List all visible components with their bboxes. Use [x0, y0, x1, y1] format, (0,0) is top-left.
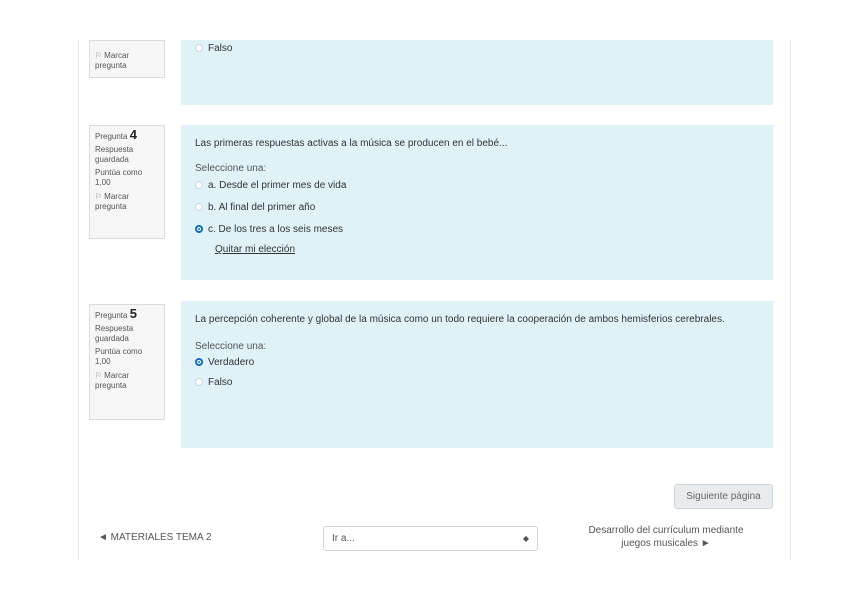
question-content-5: [181, 301, 773, 448]
flag-icon: ⚐: [95, 51, 103, 60]
next-page-button[interactable]: Siguiente página: [674, 484, 773, 509]
answer-prompt: Seleccione una:: [195, 163, 267, 174]
answer-option-b[interactable]: [195, 196, 759, 218]
jump-to-select[interactable]: [323, 526, 538, 551]
clear-choice-link[interactable]: Quitar mi elección: [215, 244, 296, 255]
answer-option-false[interactable]: [195, 372, 759, 392]
question-text: La percepción coherente y global de la música como un todo requiere la cooperación de ambos hemisferios cerebrales.: [195, 314, 725, 325]
radio-button[interactable]: [195, 44, 203, 52]
question-label: Pregunta: [95, 311, 128, 320]
flag-icon: ⚐: [95, 371, 103, 380]
flag-label: Marcar: [104, 371, 130, 380]
next-activity-link[interactable]: [570, 524, 762, 550]
question-score: Puntúa como 1,00: [95, 168, 143, 187]
radio-button-checked[interactable]: [195, 225, 203, 233]
next-activity-line-1: Desarrollo del currículum mediante: [588, 525, 744, 536]
radio-button[interactable]: [195, 203, 203, 211]
flag-label: Marcar: [104, 51, 130, 60]
question-content-4: [181, 125, 773, 280]
question-number-value: 4: [129, 127, 137, 142]
radio-button[interactable]: [195, 181, 203, 189]
jump-placeholder: Ir a...: [332, 533, 355, 544]
answer-label: a. Desde el primer mes de vida: [208, 179, 347, 191]
select-arrow-icon: ◆: [522, 534, 529, 543]
next-activity-line-2: juegos musicales ►: [621, 538, 711, 549]
question-score: Puntúa como 1,00: [95, 347, 143, 366]
answer-option-c[interactable]: [195, 218, 759, 240]
flag-question-5[interactable]: [95, 371, 159, 391]
flag-label: Marcar: [104, 192, 130, 201]
answer-label: Falso: [208, 376, 233, 388]
prev-activity-link[interactable]: ◄ MATERIALES TEMA 2: [98, 532, 212, 543]
flag-label-2: pregunta: [95, 61, 127, 70]
answer-option-a[interactable]: [195, 174, 759, 196]
question-info-5: [89, 304, 165, 420]
question-info-4: [89, 125, 165, 239]
question-status: Respuesta guardada: [95, 324, 134, 343]
question-label: Pregunta: [95, 132, 128, 141]
flag-label-2: pregunta: [95, 381, 127, 390]
flag-label-2: pregunta: [95, 202, 127, 211]
question-status: Respuesta guardada: [95, 145, 134, 164]
flag-question-4[interactable]: [95, 192, 159, 212]
answer-option-true[interactable]: [195, 352, 759, 372]
flag-icon: ⚐: [95, 192, 103, 201]
answer-label: b. Al final del primer año: [208, 201, 316, 213]
answer-option[interactable]: [195, 40, 759, 56]
question-number-value: 5: [129, 306, 137, 321]
question-number: [95, 127, 159, 142]
question-text: Las primeras respuestas activas a la música se producen en el bebé...: [195, 138, 508, 149]
flag-question-3[interactable]: [95, 51, 159, 71]
answer-label: Falso: [208, 42, 233, 54]
answer-label: Verdadero: [208, 356, 255, 368]
question-content-3: [181, 40, 773, 105]
question-info-3: [89, 40, 165, 78]
answer-prompt: Seleccione una:: [195, 341, 267, 352]
radio-button[interactable]: [195, 378, 203, 386]
page-panel: [78, 40, 791, 560]
answer-label: c. De los tres a los seis meses: [208, 223, 344, 235]
radio-button-checked[interactable]: [195, 358, 203, 366]
question-number: [95, 306, 159, 321]
